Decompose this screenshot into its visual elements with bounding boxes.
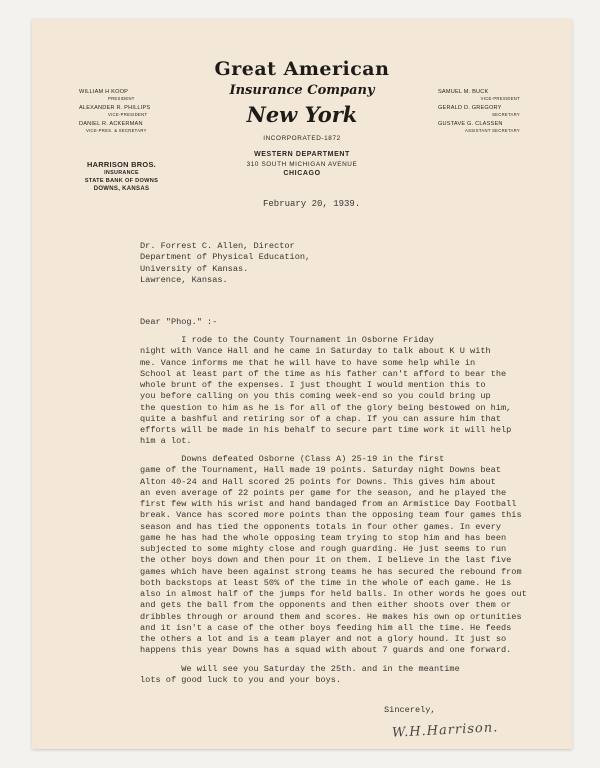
paragraph-line: efforts will be made in his behalf to secure part time work it will help [140, 425, 512, 435]
address-line-4: Lawrence, Kansas. [140, 274, 228, 285]
paragraph-line: him a lot. [140, 436, 192, 447]
agency-type: INSURANCE [104, 170, 139, 176]
paragraph-line: and gets the ball from the opponents and then either shoots over them or [140, 600, 512, 611]
officer-right-2-name: GERALD D. GREGORY [438, 105, 502, 111]
paragraph-line: dribbles through or around them and scores. He makes his own op ortunities [140, 611, 522, 622]
paragraph-line: season and has tied the opponents totals in four other games. In every [140, 521, 501, 532]
paragraph-3 [140, 664, 460, 687]
address-line-2: Department of Physical Education, [140, 252, 311, 263]
officer-right-3-title: ASSISTANT SECRETARY [465, 128, 520, 133]
paragraph-line: also in almost half of the jumps for held balls. In other words he goes out [140, 589, 527, 599]
paragraph-line: break. Vance has scored more points than the opposing team four games this [140, 510, 522, 521]
company-name-line3: New York [246, 102, 358, 127]
paragraph-line: me. Vance informs me that he will have to have some help while in [140, 357, 476, 368]
officer-left-2-name: ALEXANDER R. PHILLIPS [79, 105, 151, 111]
company-name-line1: Great American [214, 58, 390, 80]
agency-bank: STATE BANK OF DOWNS [84, 178, 159, 184]
paragraph-line: you before calling on you this coming week-end so you could bring up [140, 391, 491, 402]
inside-address [140, 241, 310, 286]
incorporated-line: INCORPORATED-1872 [263, 135, 341, 142]
paragraph-line: first few with his wrist and hand bandaged from an Armistice Day Football [140, 499, 517, 509]
officer-left-3-name: DANIEL R. ACKERMAN [79, 121, 143, 127]
paragraph-line: the others a lot and is a team player and not a glory hound. It just so [140, 634, 507, 644]
paragraph-line: Alton 40-24 and Hall scored 25 points for Downs. This gives him about [140, 476, 496, 487]
paragraph-line: whole brunt of the expenses. I just thought I would mention this to [140, 380, 486, 390]
officer-right-2-title: SECRETARY [492, 112, 520, 117]
officer-right-1-name: SAMUEL M. BUCK [438, 89, 489, 95]
paragraph-line: quite a bashful and retiring sor of a chap. If you can assure him that [140, 413, 501, 424]
city-line: CHICAGO [283, 170, 321, 177]
paragraph-line: lots of good luck to you and your boys. [140, 675, 342, 686]
paragraph-line: I rode to the County Tournament in Osborne Friday [140, 335, 434, 345]
address-line: 310 SOUTH MICHIGAN AVENUE [246, 161, 358, 168]
paragraph-line: the question to him as he is for all of the glory being bestowed on him, [140, 402, 512, 413]
paragraph-line: both backstops at least 50% of the time in the whole of each game. He is [140, 577, 512, 588]
paragraph-line: subjected to some mighty close and rough guarding. He just seems to run [140, 544, 507, 554]
paragraph-line: the other boys down and then pour it on them. I believe in the last five [140, 555, 512, 566]
paragraph-line: happens this year Downs has a squad with about 7 guards and one forward. [140, 645, 512, 656]
officer-left-1-title: PRESIDENT [108, 96, 135, 101]
letter-date: February 20, 1939. [263, 199, 361, 209]
address-line-1: Dr. Forrest C. Allen, Director [140, 241, 295, 251]
paragraph-line: We will see you Saturday the 25th. and in the meantime [140, 664, 460, 674]
address-line-3: University of Kansas. [140, 263, 249, 274]
paragraph-line: and it isn't a case of the other boys feeding him all the time. He feeds [140, 622, 512, 633]
salutation: Dear "Phog." :- [140, 317, 218, 327]
company-name-line2: Insurance Company [229, 83, 375, 98]
paragraph-line: game he has had the whole opposing team trying to stop him and has been [140, 532, 507, 543]
officer-left-1-name: WILLIAM H KOOP [79, 89, 129, 95]
paragraph-1 [140, 335, 511, 448]
officer-right-3-name: GUSTAVE G. CLASSEN [438, 121, 503, 127]
department-line: WESTERN DEPARTMENT [254, 151, 350, 158]
officer-left-3-title: VICE-PRES. & SECRETARY [86, 128, 147, 133]
paragraph-2 [140, 454, 527, 657]
paragraph-line: game of the Tournament, Hall made 19 points. Saturday night Downs beat [140, 465, 501, 476]
paragraph-line: Downs defeated Osborne (Class A) 25-19 in the first [140, 454, 445, 464]
officer-right-1-title: VICE-PRESIDENT [480, 96, 520, 101]
agency-name: HARRISON BROS. [86, 160, 157, 169]
letter-page [32, 19, 572, 749]
closing: Sincerely, [384, 705, 436, 715]
paragraph-line: games which have been against strong teams he has secured the rebound from [140, 566, 522, 577]
agency-location: DOWNS, KANSAS [93, 186, 150, 192]
paragraph-line: School at least part of the time as his father can't afford to bear the [140, 368, 507, 379]
paragraph-line: night with Vance Hall and he came in Saturday to talk about K U with [140, 346, 491, 357]
handwritten-signature: W.H.Harrison. [391, 720, 499, 741]
officer-left-2-title: VICE-PRESIDENT [108, 112, 148, 117]
paragraph-line: an even average of 22 points per game for the season, and he played the [140, 487, 507, 498]
